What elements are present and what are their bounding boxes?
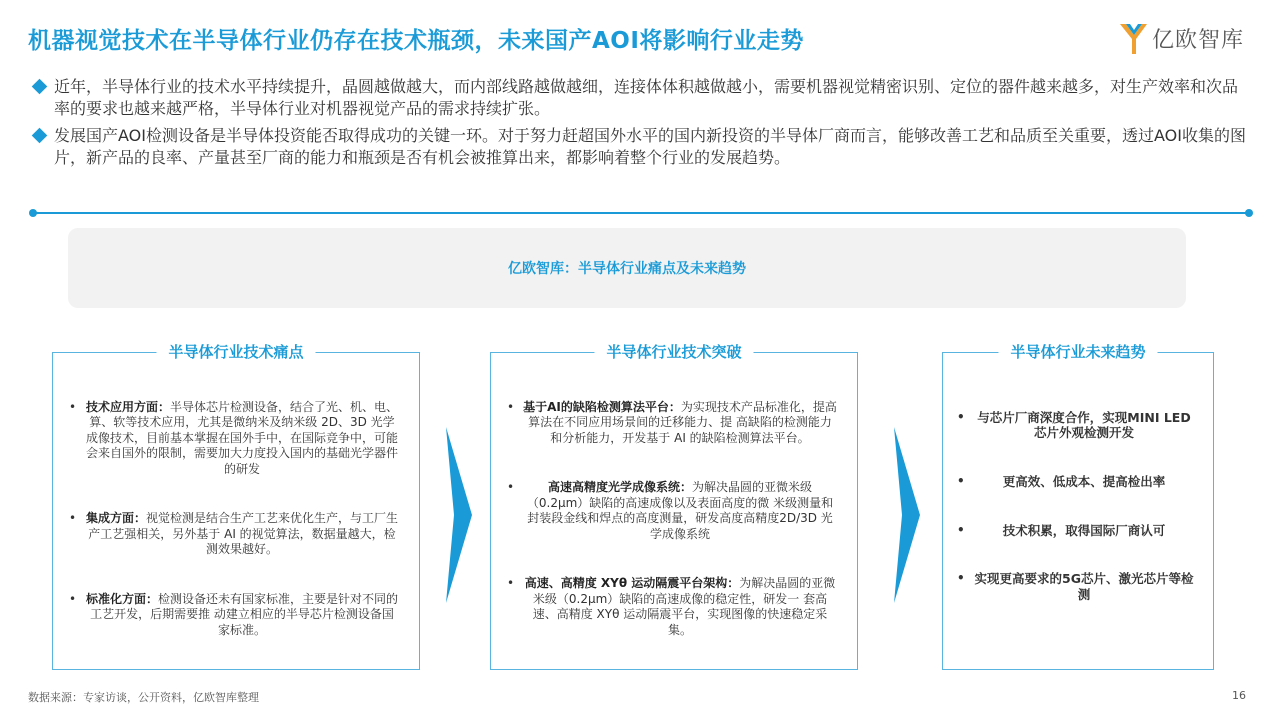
panel-title: 半导体行业未来趋势: [998, 341, 1157, 362]
list-item: [67, 592, 399, 639]
list-item: [955, 571, 1195, 602]
section-divider: [32, 212, 1250, 214]
brand-logo: [1118, 20, 1244, 56]
item-text: 检测设备还未有国家标准，主要是针对不同的工艺开发，后期需要推 动建立相应的半导芯片检测设备国家标准。: [90, 591, 399, 637]
intro-bullet: [34, 76, 1250, 120]
item-label: 标准化方面：: [85, 591, 158, 606]
panel-trends: [942, 343, 1214, 670]
bullet-dot: •: [957, 409, 965, 424]
bullet-dot: •: [507, 480, 515, 495]
logo-text: 亿欧智库: [1152, 27, 1245, 53]
list-item: [67, 511, 399, 558]
bullet-dot: •: [957, 571, 965, 586]
bullet-dot: •: [507, 399, 515, 414]
item-text: 视觉检测是结合生产工艺来优化生产，与工厂生产工艺强相关，另外基于 AI 的视觉算法，数据量越大，检测效果越好。: [88, 511, 399, 557]
intro-bullets: [34, 76, 1250, 174]
panel-title: 半导体行业技术突破: [594, 341, 753, 362]
bullet-dot: •: [69, 591, 77, 606]
item-text: 技术积累，取得国际厂商认可: [1002, 522, 1166, 538]
bullet-dot: •: [69, 399, 77, 414]
chevron-right-icon: [446, 427, 472, 603]
intro-bullet: [34, 125, 1250, 169]
item-text: 为实现技术产品标准化，提高算法在不同应用场景间的迁移能力、提 高缺陷的检测能力和分析能力，开发基于 AI 的缺陷检测算法平台。: [528, 399, 837, 445]
list-item: [955, 410, 1195, 441]
bullet-dot: •: [507, 576, 515, 591]
item-text: 半导体芯片检测设备，结合了光、机、电、算、软等技术应用，尤其是微纳米及纳米级 2D、3D 光学成像技术，目前基本掌握在国外手中，在国际竞争中，可能会来自国外的限制，需要加大力度投入国内的基础光学器件的研发: [85, 399, 399, 476]
bullet-dot: •: [957, 473, 965, 488]
bullet-dot: •: [957, 522, 965, 537]
chevron-right-icon: [894, 427, 920, 603]
section-banner: [68, 228, 1186, 308]
list-item: [67, 400, 399, 478]
list-item: [505, 400, 837, 447]
item-label: 高速、高精度 XYθ 运动隔震平台架构：: [524, 576, 740, 591]
item-text: 为解决晶圆的亚微米级（0.2μm）缺陷的高速成像以及表面高度的微 米级测量和封装段金线和焊点的高度测量，研发高度高精度2D/3D 光学成像系统: [526, 480, 834, 541]
diamond-bullet-icon: [32, 128, 48, 144]
item-label: 基于AI的缺陷检测算法平台：: [523, 399, 681, 414]
divider-endpoint-left: [29, 209, 37, 217]
panel-title: 半导体行业技术痛点: [156, 341, 315, 362]
logo-icon: [1118, 21, 1148, 55]
item-label: 技术应用方面：: [85, 399, 170, 414]
list-item: [955, 474, 1195, 490]
list-item: [955, 523, 1195, 539]
item-text: 与芯片厂商深度合作，实现MINI LED芯片外观检测开发: [977, 409, 1191, 441]
bullet-dot: •: [69, 511, 77, 526]
intro-bullet-text: 近年，半导体行业的技术水平持续提升，晶圆越做越大，而内部线路越做越细，连接体体积越做越小，需要机器视觉精密识别、定位的器件越来越多，对生产效率和次品率的要求也越来越严格，半导体行业对机器视觉产品的需求持续扩张。: [54, 77, 1239, 118]
diamond-bullet-icon: [32, 79, 48, 95]
intro-bullet-text: 发展国产AOI检测设备是半导体投资能否取得成功的关键一环。对于努力赶超国外水平的国内新投资的半导体厂商而言，能够改善工艺和品质至关重要，透过AOI收集的图片，新产品的良率、产量甚至厂商的能力和瓶颈是否有机会被推算出来，都影响着整个行业的发展趋势。: [54, 126, 1246, 167]
banner-title: 亿欧智库：半导体行业痛点及未来趋势: [508, 261, 746, 277]
page-number: 16: [1232, 689, 1246, 702]
item-text: 为解决晶圆的亚微米级（0.2μm）缺陷的高速成像的稳定性，研发一 套高速、高精度 XYθ 运动隔震平台，实现图像的快速稳定采集。: [532, 576, 836, 637]
data-source-note: 数据来源：专家访谈，公开资料，亿欧智库整理: [28, 691, 259, 704]
panel-pain-points: [52, 343, 420, 670]
item-text: 更高效、低成本、提高检出率: [1002, 473, 1166, 489]
item-label: 集成方面：: [85, 511, 146, 526]
item-text: 实现更高要求的5G芯片、激光芯片等检测: [974, 571, 1194, 602]
list-item: [505, 480, 837, 542]
panel-breakthroughs: [490, 343, 858, 670]
page-title: 机器视觉技术在半导体行业仍存在技术瓶颈，未来国产AOI将影响行业走势: [28, 28, 804, 54]
list-item: [505, 576, 837, 638]
item-label: 高速高精度光学成像系统：: [547, 480, 692, 495]
divider-endpoint-right: [1245, 209, 1253, 217]
